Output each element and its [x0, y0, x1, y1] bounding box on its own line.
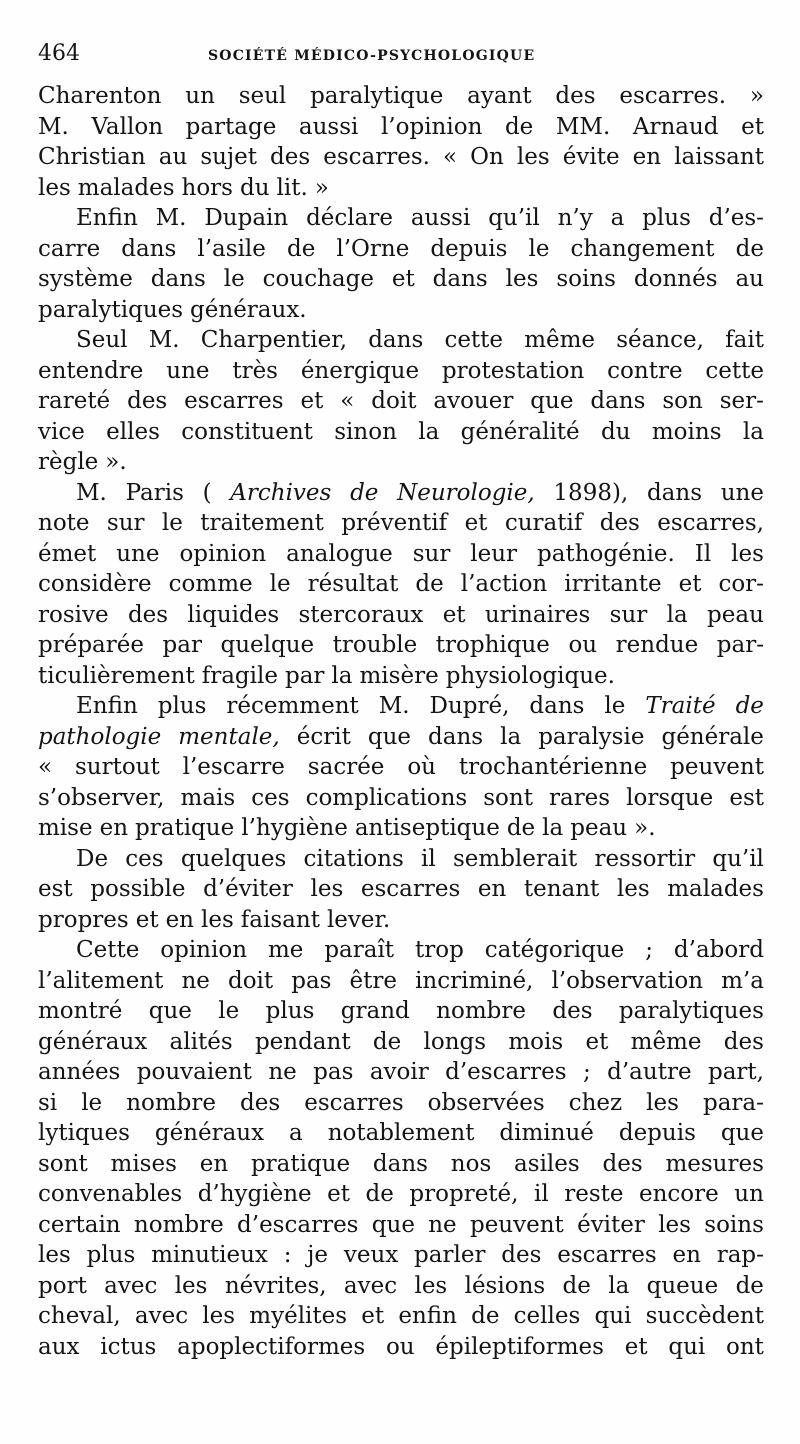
- text-line: « surtout l’escarre sacrée où trochantérienne peuvent: [38, 754, 764, 780]
- text-line: Enfin M. Dupain déclare aussi qu’il n’y a plus d’es-: [76, 205, 764, 231]
- text-line: paralytiques généraux.: [38, 296, 307, 323]
- text-line: considère comme le résultat de l’action irritante et cor-: [38, 571, 764, 597]
- text-line: cheval, avec les myélites et enfin de celles qui succèdent: [38, 1303, 764, 1329]
- text-line: port avec les névrites, avec les lésions de la queue de: [38, 1272, 764, 1299]
- text-line: carre dans l’asile de l’Orne depuis le changement de: [38, 235, 764, 262]
- text-line: M. Vallon partage aussi l’opinion de MM. Arnaud et: [38, 113, 764, 140]
- text-line: rareté des escarres et « doit avouer que dans son ser-: [38, 388, 764, 414]
- text-line: préparée par quelque trouble trophique ou rendue par-: [38, 632, 764, 658]
- page-number: 464: [38, 41, 80, 66]
- text-line: s’observer, mais ces complications sont rares lorsque est: [38, 784, 764, 811]
- text-line: certain nombre d’escarres que ne peuvent éviter les soins: [38, 1211, 764, 1238]
- text-line: années pouvaient ne pas avoir d’escarres ; d’autre part,: [38, 1059, 764, 1085]
- text-line: les malades hors du lit. »: [38, 174, 329, 201]
- text-line: émet une opinion analogue sur leur pathogénie. Il les: [38, 540, 764, 567]
- text-line: généraux alités pendant de longs mois et même des: [38, 1028, 764, 1055]
- text-line: les plus minutieux : je veux parler des escarres en rap-: [38, 1242, 764, 1268]
- text-line: lytiques généraux a notablement diminué depuis que: [38, 1120, 764, 1146]
- text-line: entendre une très énergique protestation contre cette: [38, 357, 764, 384]
- text-line: Charenton un seul paralytique ayant des escarres. »: [38, 83, 764, 109]
- text-line: convenables d’hygiène et de propreté, il reste encore un: [38, 1181, 764, 1207]
- running-head: SOCIÉTÉ MÉDICO-PSYCHOLOGIQUE: [208, 48, 536, 64]
- body-text: [38, 81, 764, 1362]
- text-line: si le nombre des escarres observées chez les para-: [38, 1089, 764, 1116]
- text-line: De ces quelques citations il semblerait ressortir qu’il: [76, 845, 764, 872]
- text-line: aux ictus apoplectiformes ou épileptiformes et qui ont: [38, 1333, 764, 1360]
- text-line: l’alitement ne doit pas être incriminé, l’observation m’a: [38, 967, 764, 994]
- text-line: sont mises en pratique dans nos asiles des mesures: [38, 1150, 764, 1177]
- text-line: Christian au sujet des escarres. « On les évite en laissant: [38, 144, 764, 170]
- text-line: est possible d’éviter les escarres en tenant les malades: [38, 876, 764, 902]
- text-line: montré que le plus grand nombre des paralytiques: [38, 998, 764, 1024]
- text-line: mise en pratique l’hygiène antiseptique de la peau ».: [38, 815, 656, 841]
- text-line: Enfin plus récemment M. Dupré, dans le Traité de: [76, 693, 764, 719]
- page-header: [38, 38, 773, 70]
- text-line: règle ».: [38, 449, 127, 475]
- text-line: ticulièrement fragile par la misère physiologique.: [38, 662, 615, 689]
- text-line: rosive des liquides stercoraux et urinaires sur la peau: [38, 601, 764, 628]
- text-line: vice elles constituent sinon la généralité du moins la: [38, 418, 764, 445]
- text-line: note sur le traitement préventif et curatif des escarres,: [38, 510, 764, 536]
- text-line: M. Paris ( Archives de Neurologie, 1898), dans une: [76, 479, 764, 506]
- text-line: pathologie mentale, écrit que dans la paralysie générale: [38, 723, 764, 750]
- text-line: Cette opinion me paraît trop catégorique ; d’abord: [76, 937, 764, 963]
- text-line: système dans le couchage et dans les soins donnés au: [38, 266, 764, 292]
- text-line: Seul M. Charpentier, dans cette même séance, fait: [76, 327, 764, 353]
- text-line: propres et en les faisant lever.: [38, 906, 391, 933]
